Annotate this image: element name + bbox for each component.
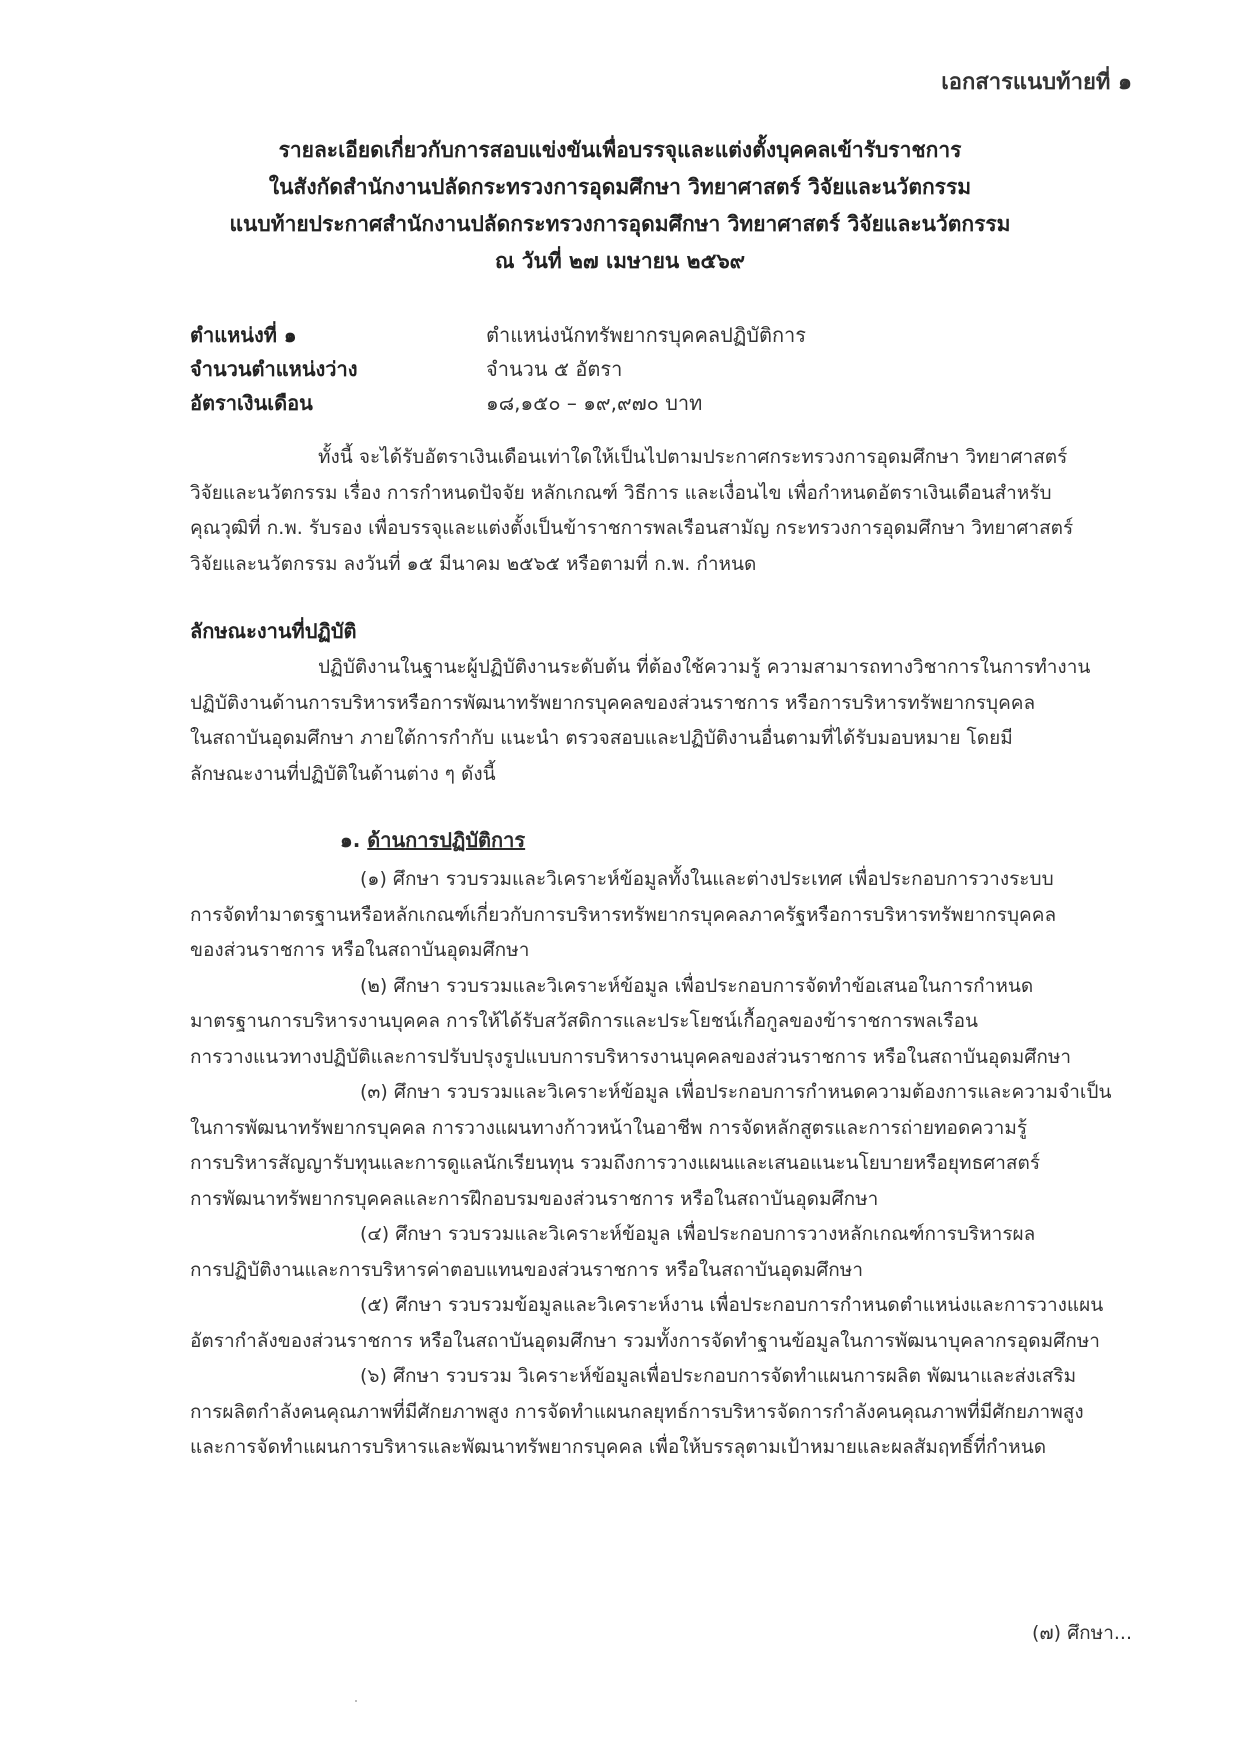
duty-item [190, 862, 1140, 969]
duties-heading: ลักษณะงานที่ปฏิบัติ [190, 619, 357, 643]
salary-note [190, 440, 1140, 582]
paragraph-line: ในสถาบันอุดมศึกษา ภายใต้การกำกับ แนะนำ ตรวจสอบและปฏิบัติงานอื่นตามที่ได้รับมอบหมาย โดยมี [190, 727, 1013, 749]
position-info [190, 318, 806, 420]
item-line: ของส่วนราชการ หรือในสถาบันอุดมศึกษา [190, 939, 530, 961]
item-line: การวางแนวทางปฏิบัติและการปรับปรุงรูปแบบการบริหารงานบุคคลของส่วนราชการ หรือในสถาบันอุดมศึกษา [190, 1045, 1072, 1068]
section-number: ๑. [340, 828, 361, 852]
annex-label: เอกสารแนบท้ายที่ ๑ [941, 70, 1132, 95]
item-line: การบริหารสัญญารับทุนและการดูแลนักเรียนทุน รวมถึงการวางแผนและเสนอแนะนโยบายหรือยุทธศาสตร์ [190, 1152, 1041, 1174]
title-line: ในสังกัดสำนักงานปลัดกระทรวงการอุดมศึกษา วิทยาศาสตร์ วิจัยและนวัตกรรม [268, 175, 972, 199]
duty-item [190, 1217, 1140, 1288]
continuation-marker: (๗) ศึกษา... [1031, 1622, 1132, 1644]
paragraph-line: คุณวุฒิที่ ก.พ. รับรอง เพื่อบรรจุและแต่งตั้งเป็นข้าราชการพลเรือนสามัญ กระทรวงการอุดมศึกษา วิทยาศาสตร์ [190, 517, 1074, 539]
duties-intro [190, 650, 1140, 792]
paragraph-line: ปฏิบัติงานในฐานะผู้ปฏิบัติงานระดับต้น ที่ต้องใช้ความรู้ ความสามารถทางวิชาการในการทำงาน [318, 656, 1091, 678]
paragraph-line: ลักษณะงานที่ปฏิบัติในด้านต่าง ๆ ดังนี้ [190, 762, 496, 785]
item-line: และการจัดทำแผนการบริหารและพัฒนาทรัพยากรบุคคล เพื่อให้บรรลุตามเป้าหมายและผลสัมฤทธิ์ที่กำหนด [190, 1436, 1047, 1458]
duty-item [190, 1359, 1140, 1466]
paragraph-line: ปฏิบัติงานด้านการบริหารหรือการพัฒนาทรัพยากรบุคคลของส่วนราชการ หรือการบริหารทรัพยากรบุคคล [190, 691, 1036, 714]
position-label: ตำแหน่งที่ ๑ [190, 323, 297, 347]
document-title [150, 132, 1090, 280]
salary-value: ๑๘,๑๕๐ – ๑๙,๙๗๐ บาท [486, 391, 703, 415]
item-line: (๓) ศึกษา รวบรวมและวิเคราะห์ข้อมูล เพื่อประกอบการกำหนดความต้องการและความจำเป็น [360, 1081, 1112, 1103]
position-row [190, 318, 806, 352]
item-line: (๑) ศึกษา รวบรวมและวิเคราะห์ข้อมูลทั้งในและต่างประเทศ เพื่อประกอบการวางระบบ [360, 868, 1054, 890]
vacancy-label: จำนวนตำแหน่งว่าง [190, 357, 358, 381]
duty-item [190, 1288, 1140, 1359]
item-line: ในการพัฒนาทรัพยากรบุคคล การวางแผนทางก้าวหน้าในอาชีพ การจัดหลักสูตรและการถ่ายทอดความรู้ [190, 1116, 1028, 1139]
paragraph-line: วิจัยและนวัตกรรม เรื่อง การกำหนดปัจจัย หลักเกณฑ์ วิธีการ และเงื่อนไข เพื่อกำหนดอัตราเงินเดือนสำหรับ [190, 481, 1052, 504]
duty-items [190, 862, 1140, 1466]
title-line: รายละเอียดเกี่ยวกับการสอบแข่งขันเพื่อบรรจุและแต่งตั้งบุคคลเข้ารับราชการ [278, 138, 962, 162]
section-heading [190, 824, 525, 856]
item-line: การปฏิบัติงานและการบริหารค่าตอบแทนของส่วนราชการ หรือในสถาบันอุดมศึกษา [190, 1258, 863, 1281]
position-value: ตำแหน่งนักทรัพยากรบุคคลปฏิบัติการ [486, 323, 807, 347]
paragraph-line: วิจัยและนวัตกรรม ลงวันที่ ๑๕ มีนาคม ๒๕๖๕ หรือตามที่ ก.พ. กำหนด [190, 552, 757, 575]
item-line: (๒) ศึกษา รวบรวมและวิเคราะห์ข้อมูล เพื่อประกอบการจัดทำข้อเสนอในการกำหนด [360, 974, 1034, 997]
salary-label: อัตราเงินเดือน [190, 391, 313, 415]
item-line: การพัฒนาทรัพยากรบุคคลและการฝึกอบรมของส่วนราชการ หรือในสถาบันอุดมศึกษา [190, 1187, 879, 1210]
title-date: ณ วันที่ ๒๗ เมษายน ๒๕๖๙ [494, 249, 746, 273]
vacancy-row [190, 352, 806, 386]
duty-item [190, 1075, 1140, 1217]
title-line: แนบท้ายประกาศสำนักงานปลัดกระทรวงการอุดมศึกษา วิทยาศาสตร์ วิจัยและนวัตกรรม [229, 212, 1011, 236]
item-line: อัตรากำลังของส่วนราชการ หรือในสถาบันอุดมศึกษา รวมทั้งการจัดทำฐานข้อมูลในการพัฒนาบุคลากรอุดมศึกษา [190, 1329, 1100, 1352]
vacancy-value: จำนวน ๕ อัตรา [486, 357, 623, 381]
section-title: ด้านการปฏิบัติการ [367, 828, 526, 852]
scan-speck [355, 1700, 357, 1702]
item-line: (๖) ศึกษา รวบรวม วิเคราะห์ข้อมูลเพื่อประกอบการจัดทำแผนการผลิต พัฒนาและส่งเสริม [360, 1365, 1077, 1387]
salary-row [190, 386, 806, 420]
item-line: การจัดทำมาตรฐานหรือหลักเกณฑ์เกี่ยวกับการบริหารทรัพยากรบุคคลภาครัฐหรือการบริหารทรัพยากรบุคคล [190, 903, 1057, 926]
item-line: การผลิตกำลังคนคุณภาพที่มีศักยภาพสูง การจัดทำแผนกลยุทธ์การบริหารจัดการกำลังคนคุณภาพที่มีศักยภาพสูง [190, 1400, 1084, 1423]
item-line: มาตรฐานการบริหารงานบุคคล การให้ได้รับสวัสดิการและประโยชน์เกื้อกูลของข้าราชการพลเรือน [190, 1010, 979, 1032]
item-line: (๔) ศึกษา รวบรวมและวิเคราะห์ข้อมูล เพื่อประกอบการวางหลักเกณฑ์การบริหารผล [360, 1223, 1036, 1245]
item-line: (๕) ศึกษา รวบรวมข้อมูลและวิเคราะห์งาน เพื่อประกอบการกำหนดตำแหน่งและการวางแผน [360, 1294, 1104, 1316]
paragraph-line: ทั้งนี้ จะได้รับอัตราเงินเดือนเท่าใดให้เป็นไปตามประกาศกระทรวงการอุดมศึกษา วิทยาศาสตร์ [318, 446, 1068, 468]
duty-item [190, 969, 1140, 1076]
